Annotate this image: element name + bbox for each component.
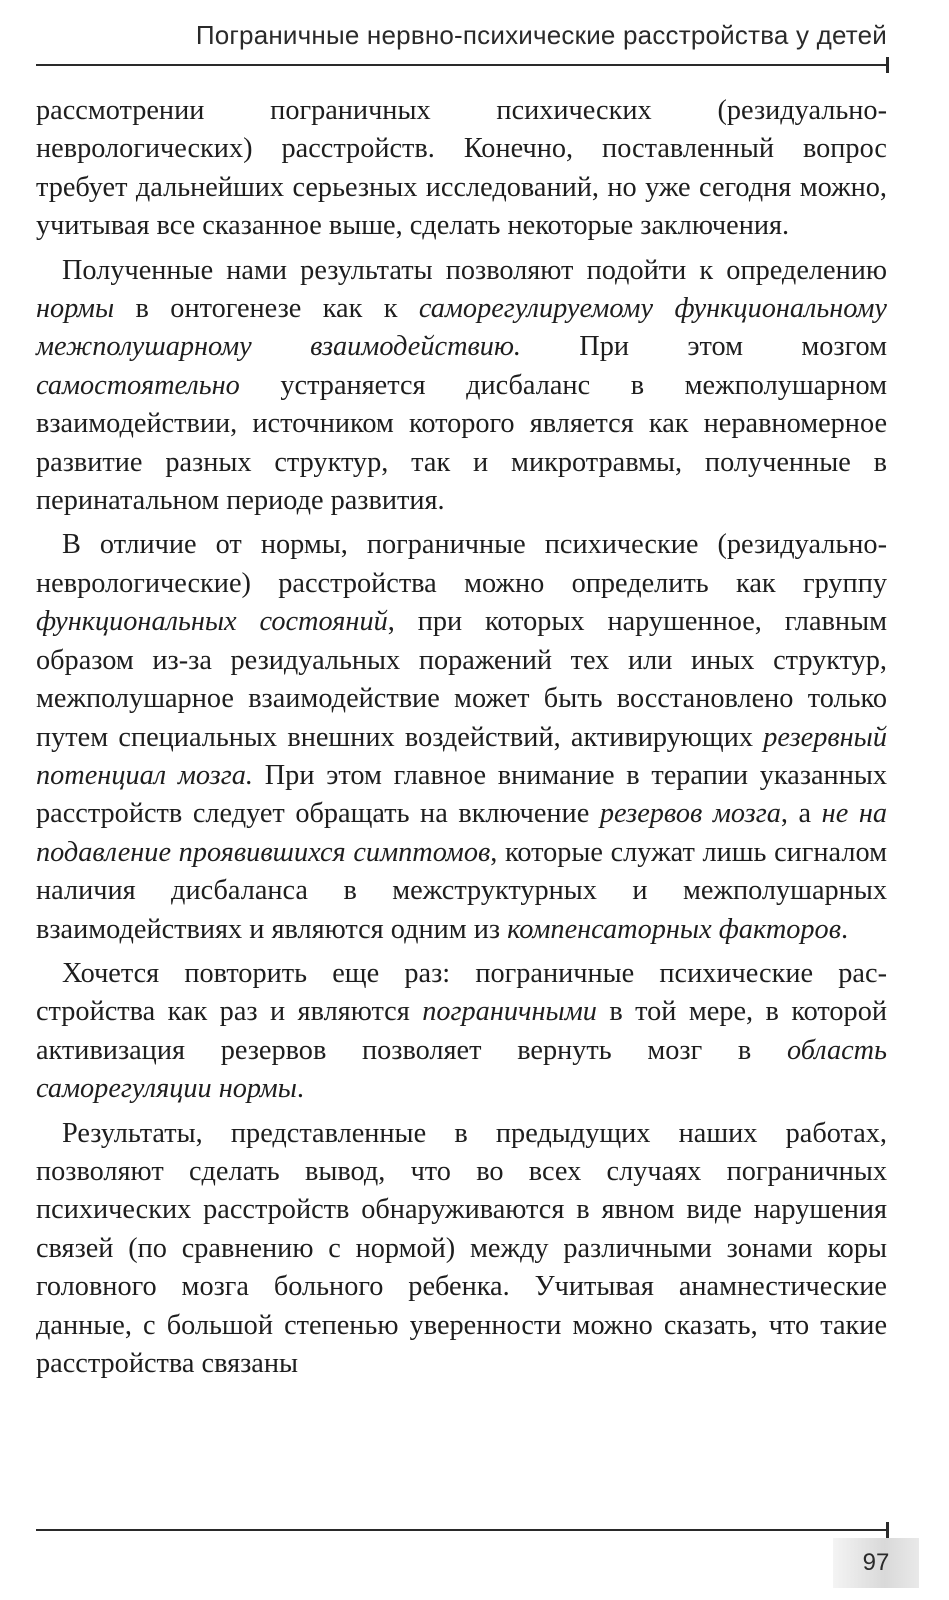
paragraph (36, 955, 887, 1109)
text-run: . (296, 1073, 304, 1105)
italic-run: не на подавление проявившихся симптомов (36, 798, 888, 868)
text-run: в той мере, в которой активизация резервов позволяет вернуть мозг в (36, 996, 887, 1066)
paragraph (36, 92, 887, 246)
body-text (36, 92, 887, 1389)
text-run: устраняется дисбаланс в межполушарном взаимодействии, источником которого является как неравномерное развитие разных структур, так и микротравмы, полученные в перинатальном периоде развития. (36, 369, 887, 517)
italic-run: резервный потенциал мозга. (36, 721, 887, 791)
italic-run: самостоятельно (36, 369, 240, 401)
paragraph (36, 252, 887, 521)
italic-run: компенсаторных факторов (507, 913, 841, 945)
text-run: рассмотрении пограничных психических (резидуально-неврологических) расстройств. Конечно, поставленный вопрос требует дальнейших серьезных исследований, но уже сегодня можно, учитывая все сказанное выше, сделать некоторые заключения. (36, 95, 887, 242)
text-run: , а (780, 798, 822, 830)
text-run: . (840, 913, 849, 945)
text-run: Полученные нами результаты позволяют подойти к определению (62, 254, 887, 286)
running-header: Пограничные нервно-психические расстройства у детей (195, 20, 887, 50)
footer-rule (36, 1529, 887, 1531)
italic-run: саморегулируемому функциональному межполушарному взаимодействию. (36, 293, 887, 363)
italic-run: резервов мозга (599, 798, 781, 830)
page-number: 97 (833, 1538, 919, 1588)
italic-run: пограничными (422, 996, 597, 1028)
text-run: При этом мозгом (520, 331, 887, 363)
text-run: , которые служат лишь сигналом наличия дисбаланса в межструктурных и межполушарных взаимодействиях и являются одним из (36, 836, 887, 945)
italic-run: нормы (36, 293, 115, 325)
paragraph (36, 1115, 887, 1384)
italic-run: функциональных состояний (36, 606, 388, 638)
text-run: Результаты, представленные в предыдущих наших работах, позволяют сделать вывод, что во всех случаях пограничных психических расстройств обнаруживаются в явном виде нарушения связей (по сравнению с нормой) между различными зонами коры головного мозга больного ребенка. Учитывая анамнестические данные, с большой степенью уверенности можно сказать, что такие расстройства связаны (36, 1117, 887, 1379)
text-run: Хочется повторить еще раз: пограничные психические расстройства как раз и являются (36, 957, 887, 1028)
header-rule (36, 64, 887, 66)
text-run: При этом главное внимание в терапии указанных расстройств следует обращать на включение (36, 759, 887, 830)
text-run: В отличие от нормы, пограничные психические (резидуально-неврологические) расстройства можно определить как группу (36, 529, 887, 599)
paragraph (36, 526, 887, 948)
text-run: , при которых нарушенное, главным образом из-за резидуальных поражений тех или иных структур, межполушарное взаимодействие может быть восстановлено только путем специальных внешних воздействий, активирующих (36, 606, 887, 753)
text-run: в онтогенезе как к (114, 293, 419, 325)
italic-run: область саморегуляции нормы (36, 1034, 887, 1105)
